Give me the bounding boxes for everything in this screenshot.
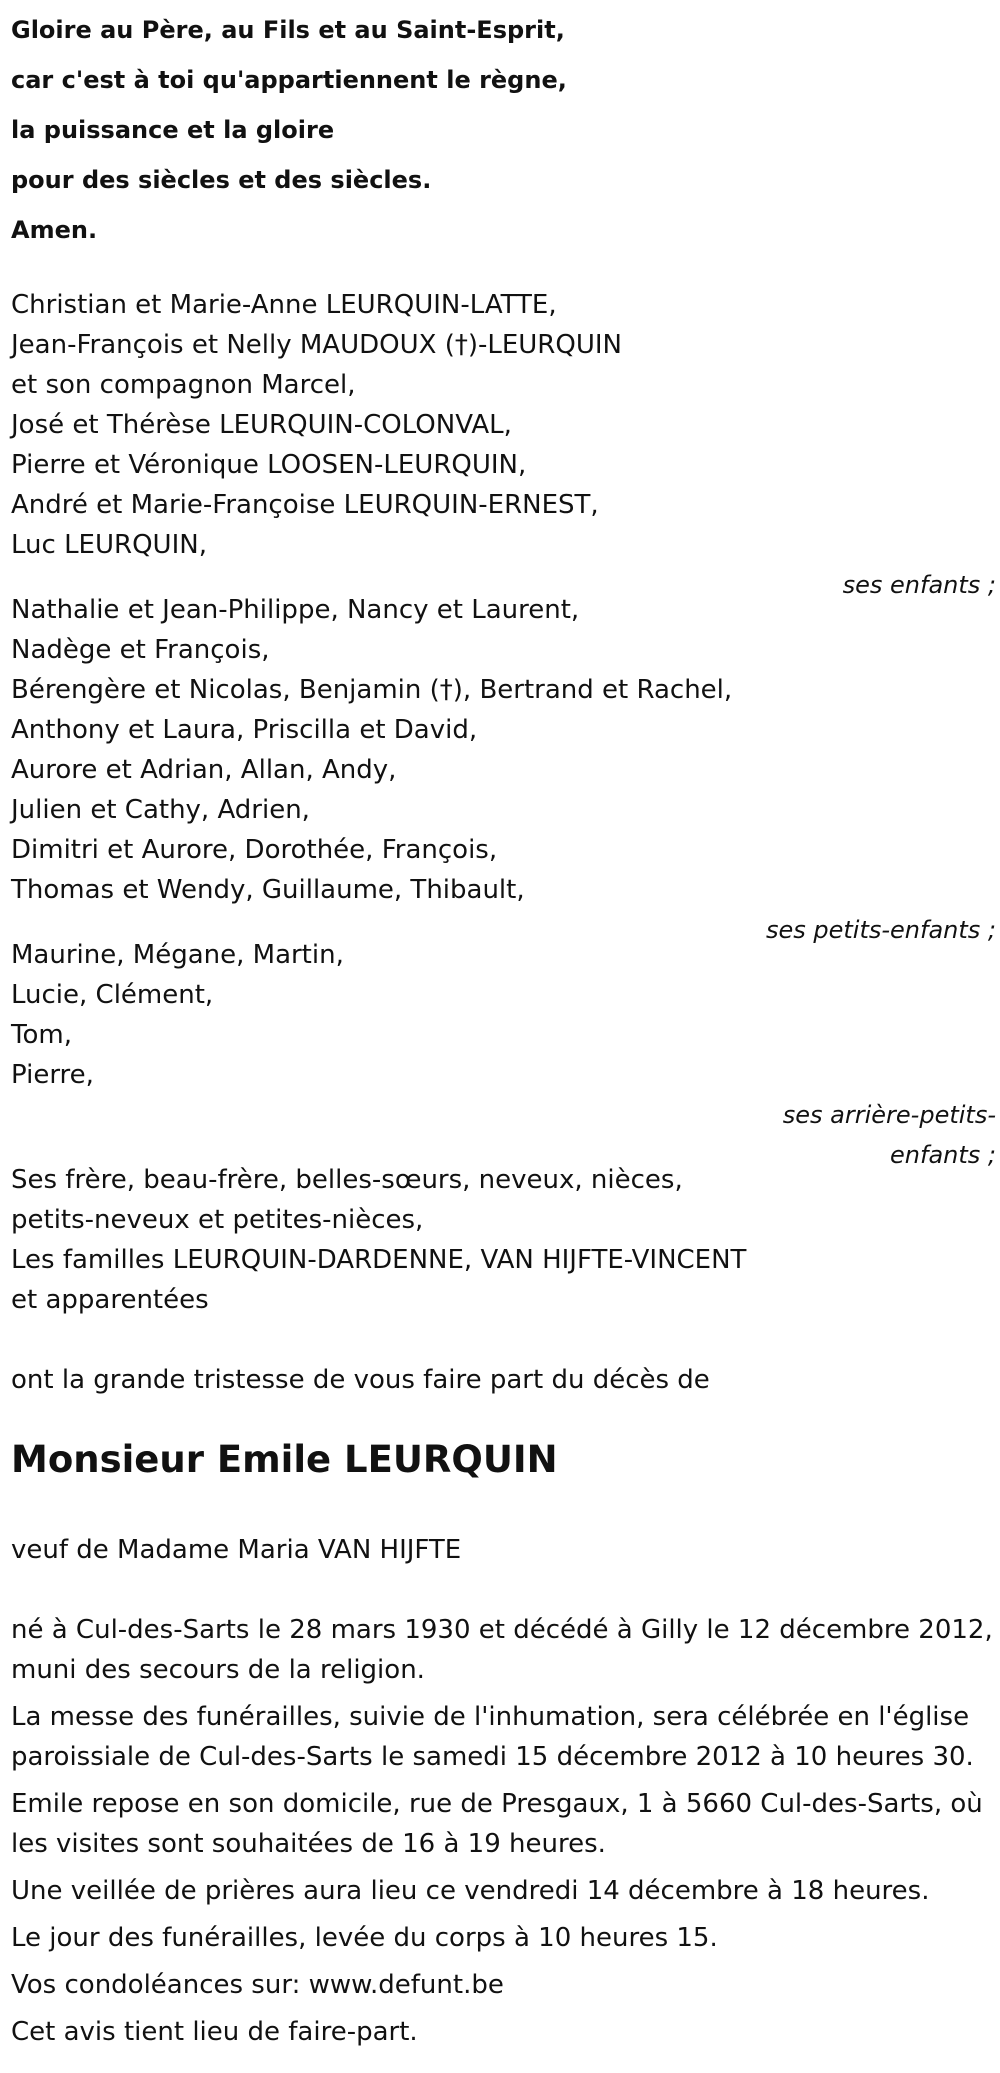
great-grandchildren-line: Pierre,: [11, 1060, 94, 1090]
children-role: ses enfants ;: [842, 571, 996, 599]
prayer-line: Amen.: [11, 216, 98, 244]
detail-paragraph: La messe des funérailles, suivie de l'inhumation, sera célébrée en l'église paroissiale de Cul-des-Sarts le samedi 15 décembre 2012 à 10 heures 30.: [11, 1702, 974, 1772]
detail-paragraph: Le jour des funérailles, levée du corps à 10 heures 15.: [11, 1923, 718, 1953]
detail-paragraph: Emile repose en son domicile, rue de Presgaux, 1 à 5660 Cul-des-Sarts, où les visites sont souhaitées de 16 à 19 heures.: [11, 1789, 983, 1859]
grandchildren-line: Nadège et François,: [11, 635, 270, 665]
great-grandchildren-line: Tom,: [11, 1020, 72, 1050]
widower-of: veuf de Madame Maria VAN HIJFTE: [11, 1535, 462, 1565]
family-line: Les familles LEURQUIN-DARDENNE, VAN HIJFTE-VINCENT: [11, 1245, 747, 1275]
grandchildren-block: [11, 590, 996, 950]
grandchildren-line: Anthony et Laura, Priscilla et David,: [11, 715, 478, 745]
grandchildren-line: Nathalie et Jean-Philippe, Nancy et Laurent,: [11, 595, 580, 625]
family-line: petits-neveux et petites-nièces,: [11, 1205, 424, 1235]
family-block: [11, 1160, 996, 1320]
great-grandchildren-line: Maurine, Mégane, Martin,: [11, 940, 344, 970]
prayer-line: car c'est à toi qu'appartiennent le règne,: [11, 66, 567, 94]
detail-paragraph: né à Cul-des-Sarts le 28 mars 1930 et décédé à Gilly le 12 décembre 2012, muni des secours de la religion.: [11, 1615, 993, 1685]
detail-paragraph: Cet avis tient lieu de faire-part.: [11, 2017, 418, 2047]
announcement: ont la grande tristesse de vous faire part du décès de: [11, 1365, 710, 1395]
children-line: Jean-François et Nelly MAUDOUX (†)-LEURQUIN: [11, 330, 622, 360]
prayer-line: pour des siècles et des siècles.: [11, 166, 432, 194]
children-line: Luc LEURQUIN,: [11, 530, 207, 560]
prayer-line: Gloire au Père, au Fils et au Saint-Esprit,: [11, 16, 565, 44]
prayer-line: la puissance et la gloire: [11, 116, 335, 144]
great-grandchildren-role: enfants ;: [890, 1141, 996, 1169]
children-block: [11, 285, 996, 605]
grandchildren-role: ses petits-enfants ;: [765, 916, 996, 944]
children-line: Christian et Marie-Anne LEURQUIN-LATTE,: [11, 290, 557, 320]
children-line: et son compagnon Marcel,: [11, 370, 356, 400]
grandchildren-line: Bérengère et Nicolas, Benjamin (†), Bertrand et Rachel,: [11, 675, 733, 705]
children-line: André et Marie-Françoise LEURQUIN-ERNEST,: [11, 490, 599, 520]
great-grandchildren-line: Lucie, Clément,: [11, 980, 214, 1010]
grandchildren-line: Julien et Cathy, Adrien,: [11, 795, 310, 825]
grandchildren-line: Thomas et Wendy, Guillaume, Thibault,: [11, 875, 525, 905]
family-line: Ses frère, beau-frère, belles-sœurs, neveux, nièces,: [11, 1165, 683, 1195]
detail-paragraph: Une veillée de prières aura lieu ce vendredi 14 décembre à 18 heures.: [11, 1876, 930, 1906]
condolences-line: Vos condoléances sur: www.defunt.be: [11, 1970, 504, 2000]
great-grandchildren-role: ses arrière-petits-: [782, 1101, 996, 1129]
grandchildren-line: Aurore et Adrian, Allan, Andy,: [11, 755, 397, 785]
grandchildren-line: Dimitri et Aurore, Dorothée, François,: [11, 835, 498, 865]
children-line: José et Thérèse LEURQUIN-COLONVAL,: [11, 410, 512, 440]
children-line: Pierre et Véronique LOOSEN-LEURQUIN,: [11, 450, 527, 480]
deceased-name: Monsieur Emile LEURQUIN: [11, 1438, 558, 1481]
family-line: et apparentées: [11, 1285, 209, 1315]
great-grandchildren-block: [11, 935, 996, 1175]
prayer-block: [11, 5, 996, 255]
